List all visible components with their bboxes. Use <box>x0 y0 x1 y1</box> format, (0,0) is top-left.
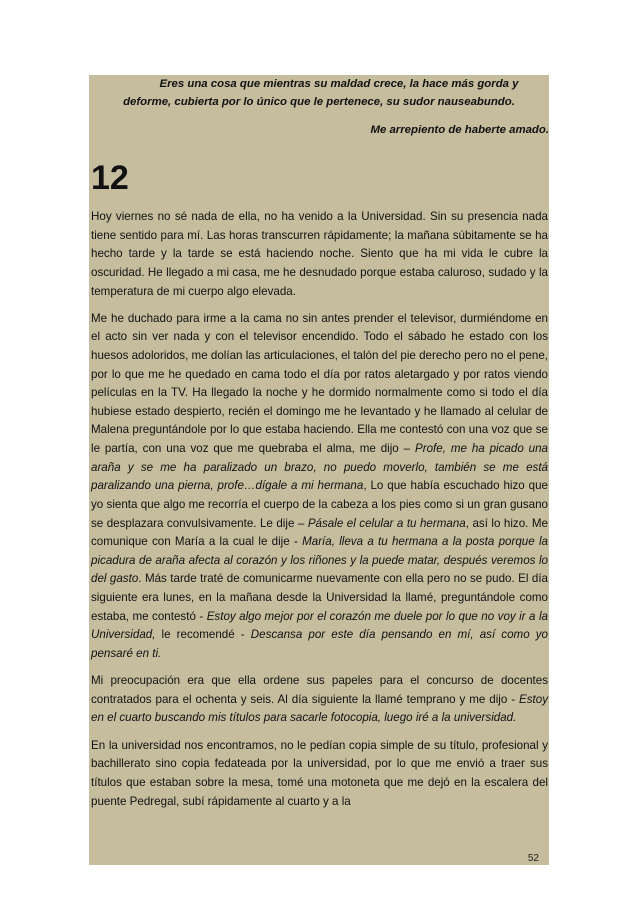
page-number: 52 <box>527 853 539 864</box>
book-page <box>89 75 549 865</box>
paragraph-2-text-4: . Más tarde traté de comunicarme nuevamente con ella pero no se pudo. El día siguiente era lunes, en la mañana desde la Universidad la llamé, preguntándole como estaba, me contestó - <box>91 572 548 623</box>
paragraph-3-quote-1: Estoy en el cuarto buscando mis títulos para sacarle fotocopia, luego iré a la universidad. <box>91 692 548 725</box>
paragraph-1: Hoy viernes no sé nada de ella, no ha venido a la Universidad. Sin su presencia nada tiene sentido para mí. Las horas transcurren rápidamente; la mañana súbitamente se ha hecho tarde y la tarde se está haciendo noche. Siento que ha mi vida le cubre la oscuridad. He llegado a mi casa, me he desnudado porque estaba caluroso, sudado y la temperatura de mi cuerpo algo elevada. <box>91 210 548 298</box>
chapter-body <box>91 208 548 820</box>
epigraph-line-2: deforme, cubierta por lo único que le pertenece, su sudor nauseabundo. <box>123 96 515 108</box>
paragraph-2-text-3: , así lo hizo. Me comunique con María a la cual le dije - <box>91 516 548 549</box>
paragraph-2-quote-3: María, lleva a tu hermana a la posta porque la picadura de araña afecta al corazón y los riñones y la puede matar, después veremos lo del gasto <box>91 535 548 586</box>
paragraph-2-text-5: le recomendé - <box>155 628 251 642</box>
epigraph-closing-line: Me arrepiento de haberte amado. <box>370 124 549 136</box>
paragraph-2-quote-4: Estoy algo mejor por el corazón me duele por lo que no voy ir a la Universidad, <box>91 609 548 642</box>
paragraph-2-quote-1: Profe, me ha picado una araña y se me ha paralizado un brazo, no puedo moverlo, también se me está paralizando una pierna, profe…dígale a mi hermana <box>91 442 549 493</box>
paragraph-2-text-2: , Lo que había escuchado hizo que yo sienta que algo me recorría el cuerpo de la cabeza a los pies como si un gran gusano se desplazara convulsivamente. Le dije – <box>91 479 548 530</box>
paragraph-2-quote-2: Pásale el celular a tu hermana <box>307 516 466 530</box>
paragraph-2-quote-5: Descansa por este día pensando en mí, así como yo pensaré en ti. <box>91 628 548 660</box>
paragraph-3 <box>91 672 548 728</box>
chapter-number: 12 <box>91 159 129 197</box>
paragraph-4: En la universidad nos encontramos, no le pedían copia simple de su título, profesional y bachillerato sino copia fedateada por la universidad, por lo que me envió a traer sus títulos que estaban sobre la mesa, tomé una motoneta que me dejó en la escalera del puente Pedregal, subí rápidamente al cuarto y a la <box>91 738 548 808</box>
epigraph-line-1: Eres una cosa que mientras su maldad crece, la hace más gorda y <box>159 78 519 90</box>
paragraph-2 <box>91 310 548 664</box>
paragraph-3-text-1: Mi preocupación era que ella ordene sus papeles para el concurso de docentes contratados para el ochenta y seis. Al día siguiente la llamé temprano y me dijo - <box>91 674 548 706</box>
paragraph-2-text-1: Me he duchado para irme a la cama no sin antes prender el televisor, durmiéndome en el acto sin ver nada y con el televisor encendido. Todo el sábado he estado con los huesos adoloridos, me dolían las articulaciones, el talón del pie derecho pero no el pene, por lo que me he quedado en cama todo el día por ratos aletargado y por ratos viendo películas en la TV. Ha llegado la noche y he dormido normalmente como si todo el día hubiese estado despierto, recién el domingo me he levantado y he llamado al celular de Malena preguntándole por lo que estaba haciendo. Ella me contestó con una voz que se le partía, con una voz que me quebraba el alma, me dijo – <box>91 311 548 456</box>
